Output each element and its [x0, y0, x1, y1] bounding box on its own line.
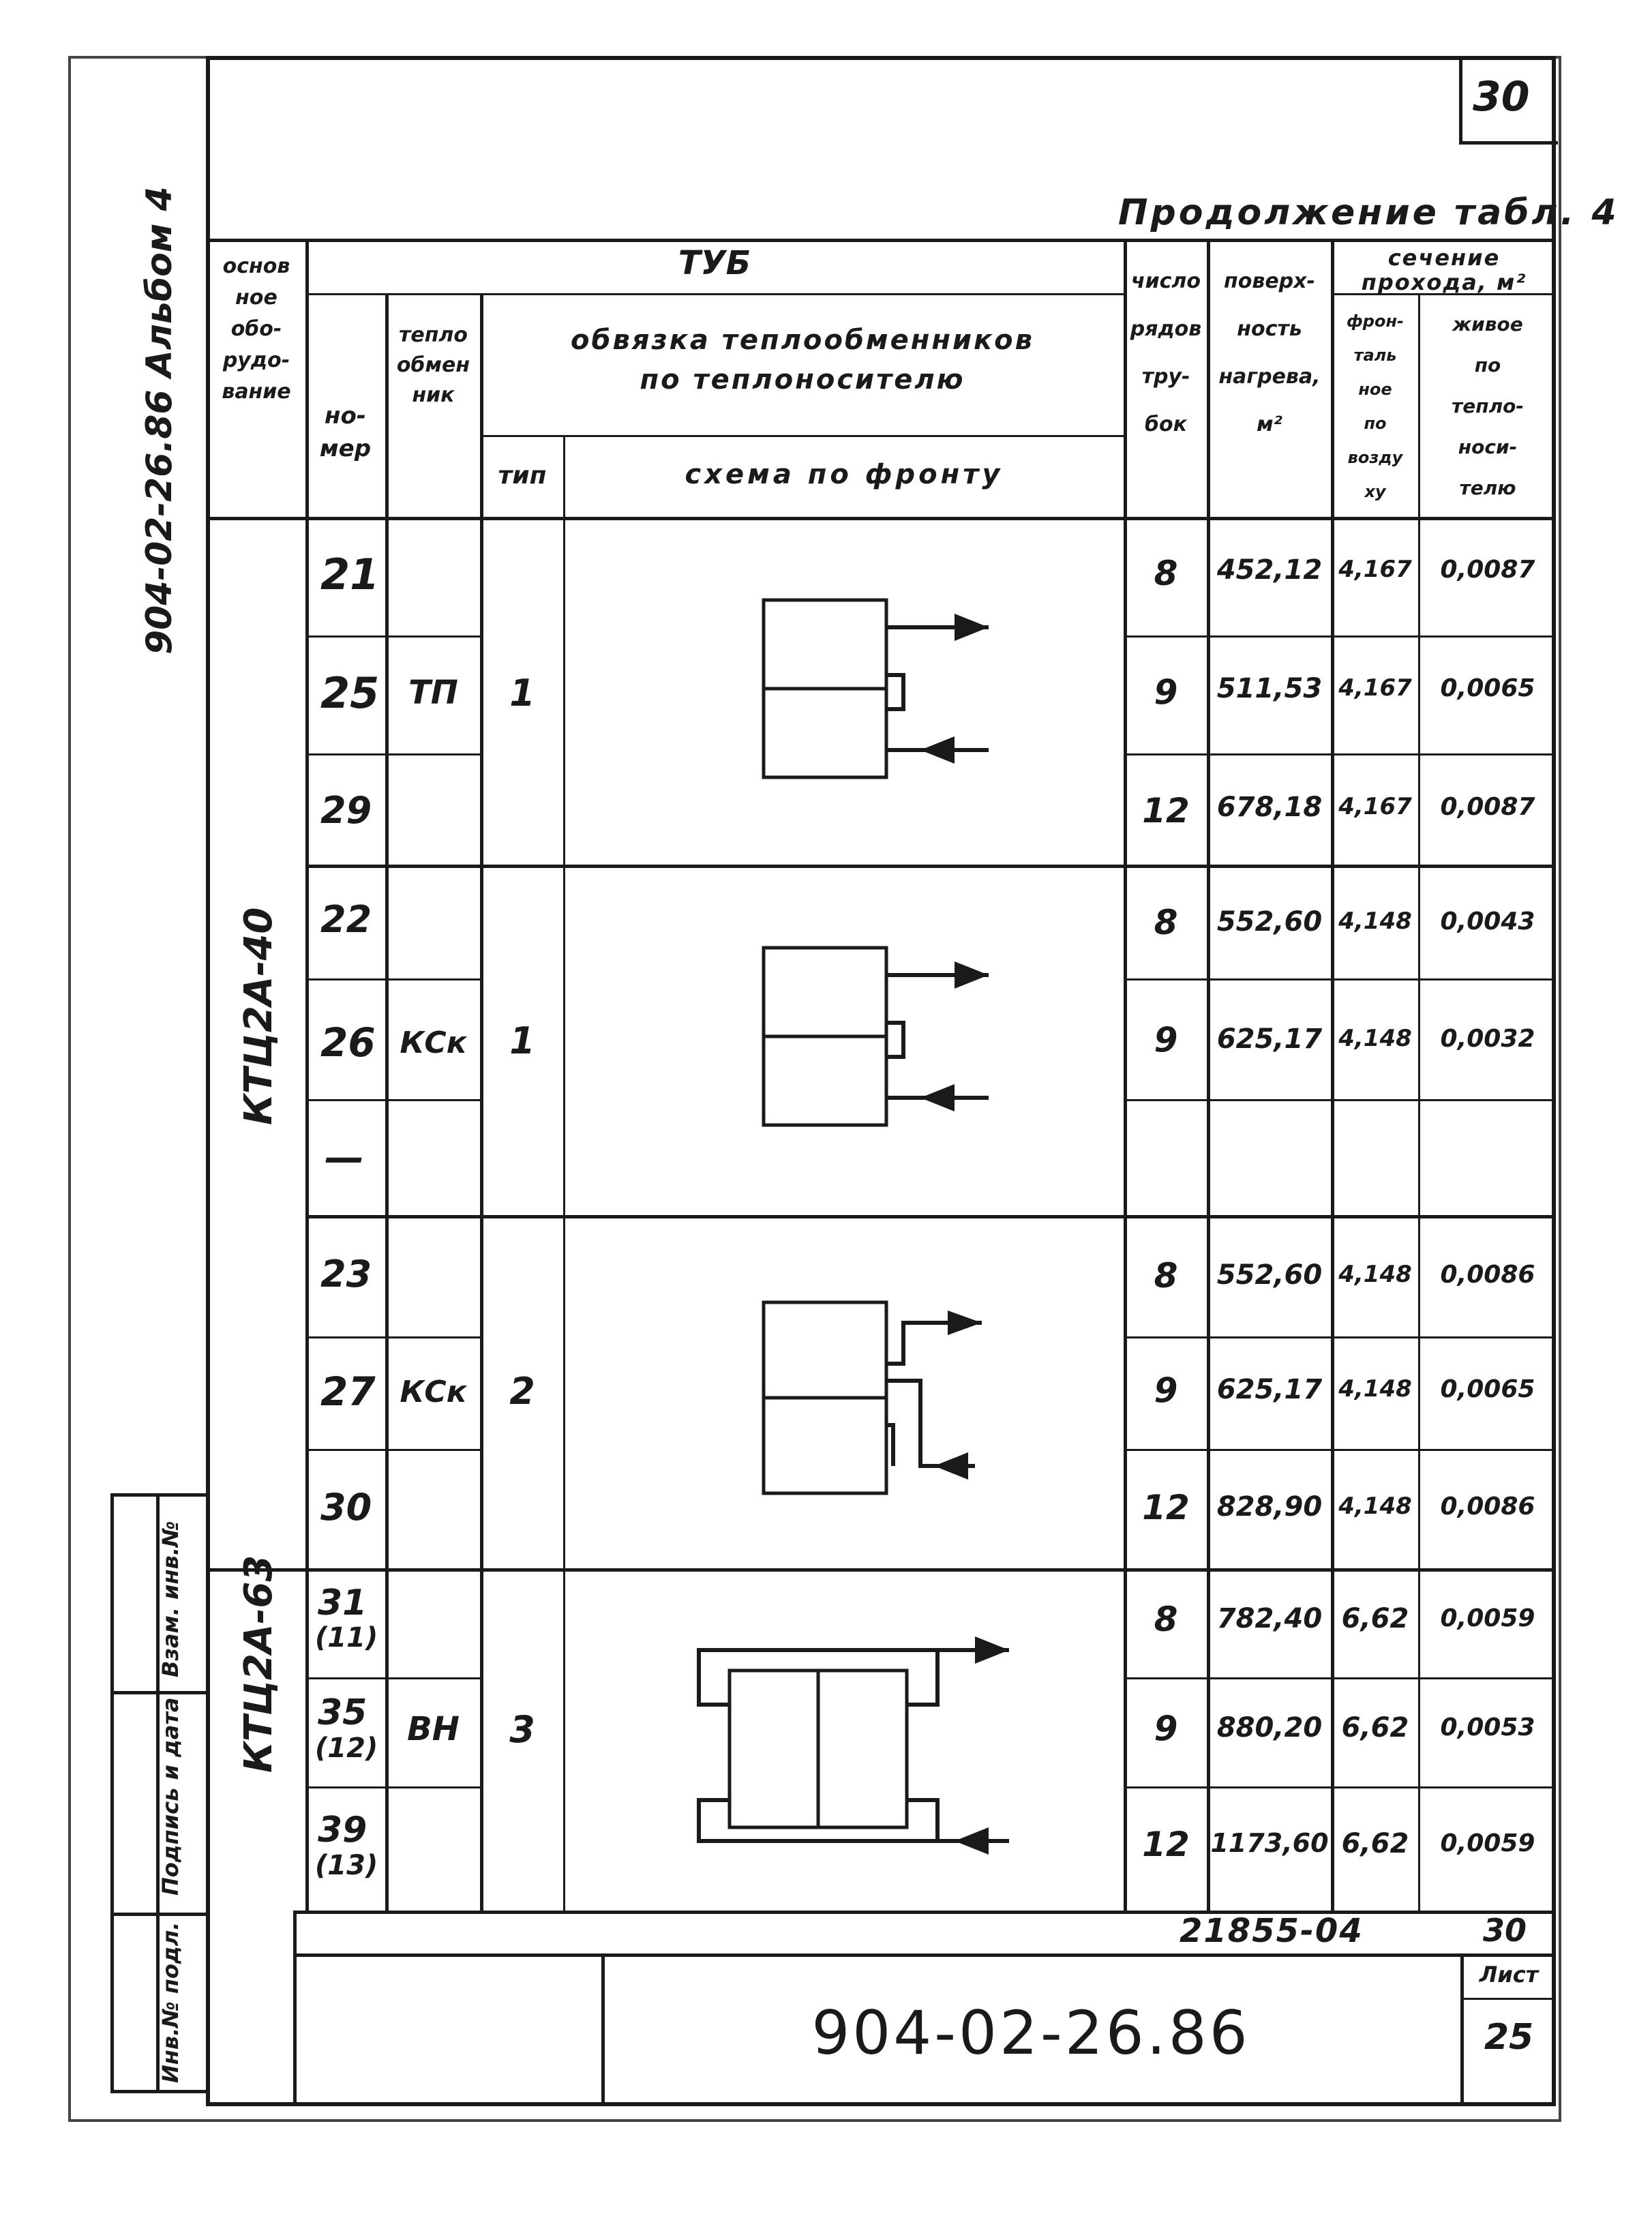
archive-number: 21855-04 [1180, 1912, 1364, 1950]
live-cell: 0,0087 [1440, 556, 1535, 584]
archive-sheet: 30 [1483, 1912, 1527, 1949]
live-cell: 0,0043 [1440, 908, 1535, 935]
header-binding: обвязка теплообменников по теплоносителю [571, 325, 1034, 395]
type-cell: 3 [509, 1708, 535, 1751]
header-type: тип [498, 462, 547, 490]
live-cell: 0,0059 [1440, 1829, 1535, 1857]
surface-cell: 511,53 [1216, 673, 1323, 704]
frontal-cell: 6,62 [1341, 1828, 1409, 1859]
surface-cell: 552,60 [1216, 906, 1323, 938]
frontal-cell: 6,62 [1341, 1603, 1409, 1634]
header-tub: ТУБ [678, 244, 751, 282]
stamp-code: 904-02-26.86 [811, 1998, 1250, 2068]
live-cell: 0,0059 [1440, 1604, 1535, 1632]
surface-cell: 828,90 [1216, 1491, 1323, 1523]
live-cell: 0,0065 [1440, 1375, 1535, 1403]
frontal-cell: 4,167 [1338, 556, 1412, 583]
page-number: 30 [1473, 73, 1530, 121]
row-number: 23 [320, 1253, 372, 1296]
stamp-sheet-number: 25 [1484, 2017, 1534, 2058]
tubes-cell: 12 [1142, 1825, 1190, 1864]
frontal-cell: 4,148 [1338, 1375, 1412, 1403]
equipment-label-ktc-63: КТЦ2А-63 [237, 1555, 281, 1773]
header-main-equipment: основ ное обо- рудо- вание [222, 254, 291, 404]
surface-cell: 678,18 [1216, 792, 1323, 823]
tubes-cell: 9 [1154, 672, 1178, 712]
frontal-cell: 6,62 [1341, 1712, 1409, 1743]
header-rows: число рядов тру- бок [1130, 269, 1202, 436]
tubes-cell: 9 [1154, 1709, 1178, 1748]
side-stamp-inv-repl: Взам. инв.№ [157, 1521, 183, 1677]
scheme-type-1-ksk [750, 934, 1023, 1152]
surface-cell: 782,40 [1216, 1603, 1323, 1634]
surface-cell: 1173,60 [1210, 1828, 1329, 1858]
scheme-type-1-tp [750, 586, 1023, 805]
tubes-cell: 8 [1154, 1256, 1178, 1296]
live-cell: 0,0086 [1440, 1261, 1535, 1289]
type-cell: 1 [509, 672, 535, 715]
header-frontal: фрон- таль ное по возду ху [1346, 312, 1405, 501]
side-stamp-sign-date: Подпись и дата [157, 1697, 183, 1896]
frontal-cell: 4,148 [1338, 1493, 1412, 1520]
live-cell: 0,0065 [1440, 674, 1535, 702]
row-number: 35 [318, 1692, 367, 1733]
surface-cell: 625,17 [1216, 1374, 1323, 1405]
table-caption: Продолжение табл. 4 [1118, 192, 1619, 233]
tubes-cell: 9 [1154, 1371, 1178, 1410]
frontal-cell: 4,148 [1338, 908, 1412, 935]
header-scheme: схема по фронту [685, 459, 1004, 490]
surface-cell: 880,20 [1216, 1712, 1323, 1743]
scheme-type-3-vn [682, 1616, 1064, 1875]
surface-cell: 552,60 [1216, 1259, 1323, 1291]
frontal-cell: 4,167 [1338, 793, 1412, 820]
row-number: 39 [318, 1810, 367, 1851]
row-number-sub: (13) [315, 1850, 378, 1881]
scheme-type-2-ksk [750, 1289, 1023, 1514]
row-number: 31 [318, 1583, 367, 1623]
row-number: 27 [320, 1368, 376, 1415]
tubes-cell: 12 [1142, 791, 1190, 830]
header-surface: поверх- ность нагрева, м² [1218, 269, 1321, 436]
tubes-cell: 8 [1154, 554, 1178, 593]
header-exchanger: тепло обмен ник [396, 323, 470, 407]
row-number-sub: (12) [315, 1733, 378, 1764]
type-cell: 2 [509, 1370, 535, 1413]
tubes-cell: 9 [1154, 1020, 1178, 1060]
equipment-label-ktc-40: КТЦ2А-40 [237, 907, 281, 1125]
row-number: 29 [320, 789, 372, 832]
stamp-sheet-label: Лист [1479, 1962, 1539, 1988]
row-number: 25 [320, 668, 380, 718]
row-number: 30 [320, 1486, 372, 1529]
type-cell: 1 [509, 1019, 535, 1062]
live-cell: 0,0032 [1440, 1025, 1535, 1053]
exchanger-cell: КСк [400, 1375, 467, 1409]
row-number: 26 [320, 1019, 376, 1066]
exchanger-cell: КСк [400, 1025, 467, 1060]
tubes-cell: 8 [1154, 903, 1178, 942]
surface-cell: 625,17 [1216, 1023, 1323, 1055]
frontal-cell: 4,167 [1338, 674, 1412, 702]
side-stamp-inv-orig: Инв.№ подл. [157, 1921, 183, 2083]
tubes-cell: 8 [1154, 1600, 1178, 1639]
header-live: живое по тепло- носи- телю [1452, 313, 1524, 499]
row-number: 21 [320, 550, 380, 599]
frontal-cell: 4,148 [1338, 1261, 1412, 1288]
live-cell: 0,0087 [1440, 793, 1535, 821]
exchanger-cell: ВН [407, 1710, 460, 1748]
row-number-sub: (11) [315, 1622, 378, 1653]
header-number: но- мер [319, 402, 372, 462]
live-cell: 0,0053 [1440, 1713, 1535, 1741]
row-number: — [325, 1134, 364, 1180]
album-side-label: 904-02-26.86 Альбом 4 [139, 186, 180, 655]
live-cell: 0,0086 [1440, 1493, 1535, 1521]
page-number-box-bottom [1459, 141, 1558, 145]
page-number-box-left [1459, 56, 1462, 141]
surface-cell: 452,12 [1216, 554, 1323, 586]
header-section: сечение прохода, м² [1361, 245, 1527, 295]
exchanger-cell: ТП [408, 674, 458, 712]
tubes-cell: 12 [1142, 1488, 1190, 1527]
frontal-cell: 4,148 [1338, 1025, 1412, 1052]
row-number: 22 [320, 898, 372, 941]
